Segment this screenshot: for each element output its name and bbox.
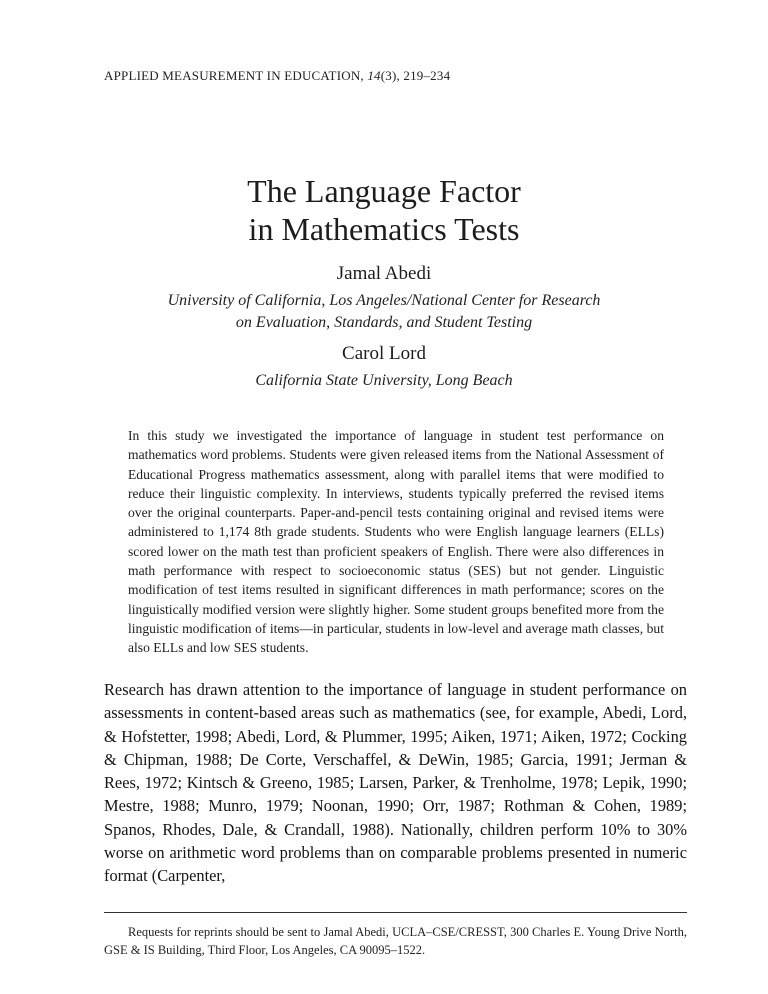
journal-volume: 14 xyxy=(367,68,381,83)
author-affiliation xyxy=(0,370,768,392)
author-name: Carol Lord xyxy=(342,343,426,364)
title-line-2: in Mathematics Tests xyxy=(248,211,520,247)
running-head xyxy=(104,68,450,84)
footnote-divider xyxy=(104,912,687,913)
footnote: Requests for reprints should be sent to Jamal Abedi, UCLA–CSE/CRESST, 300 Charles E. Young Drive North, GSE & IS Building, Third Floor, Los Angeles, CA 90095–1522. xyxy=(104,925,687,957)
article-title xyxy=(0,172,768,248)
abstract: In this study we investigated the importance of language in student test performance on mathematics word problems. Students were given released items from the National Assessment of Educational Progress mathematics assessment, along with parallel items that were modified to reduce their linguistic complexity. In interviews, students typically preferred the revised items over the original counterparts. Paper-and-pencil tests containing original and revised items were administered to 1,174 8th grade students. Students who were English language learners (ELLs) scored lower on the math test than proficient speakers of English. There were also differences in math performance with respect to socioeconomic status (SES) but not gender. Linguistic modification of test items resulted in significant differences in math performance; scores on the linguistically modified version were slightly higher. Some student groups benefited more from the linguistic modification of items—in particular, students in low-level and average math classes, but also ELLs and low SES students. xyxy=(128,428,664,656)
author-name: Jamal Abedi xyxy=(336,263,432,284)
author-affiliation xyxy=(0,290,768,334)
title-line-1: The Language Factor xyxy=(247,173,521,209)
journal-name: APPLIED MEASUREMENT IN EDUCATION, xyxy=(104,68,364,83)
affiliation-line: University of California, Los Angeles/National Center for Research xyxy=(167,292,601,309)
affiliation-line: California State University, Long Beach xyxy=(255,372,513,389)
journal-issue-pages: (3), 219–234 xyxy=(380,68,451,83)
body-paragraph: Research has drawn attention to the importance of language in student performance on assessments in content-based areas such as mathematics (see, for example, Abedi, Lord, & Hofstetter, 1998; Abedi, Lord, & Plummer, 1995; Aiken, 1971; Aiken, 1972; Cocking & Chipman, 1988; De Corte, Verschaffel, & DeWin, 1985; Garcia, 1991; Jerman & Rees, 1972; Kintsch & Greeno, 1985; Larsen, Parker, & Trenholme, 1978; Lepik, 1990; Mestre, 1988; Munro, 1979; Noonan, 1990; Orr, 1987; Rothman & Cohen, 1989; Spanos, Rhodes, Dale, & Crandall, 1988). Nationally, children perform 10% to 30% worse on arithmetic word problems than on comparable problems presented in numeric format (Carpenter, xyxy=(104,680,687,886)
affiliation-line: on Evaluation, Standards, and Student Testing xyxy=(235,314,533,331)
